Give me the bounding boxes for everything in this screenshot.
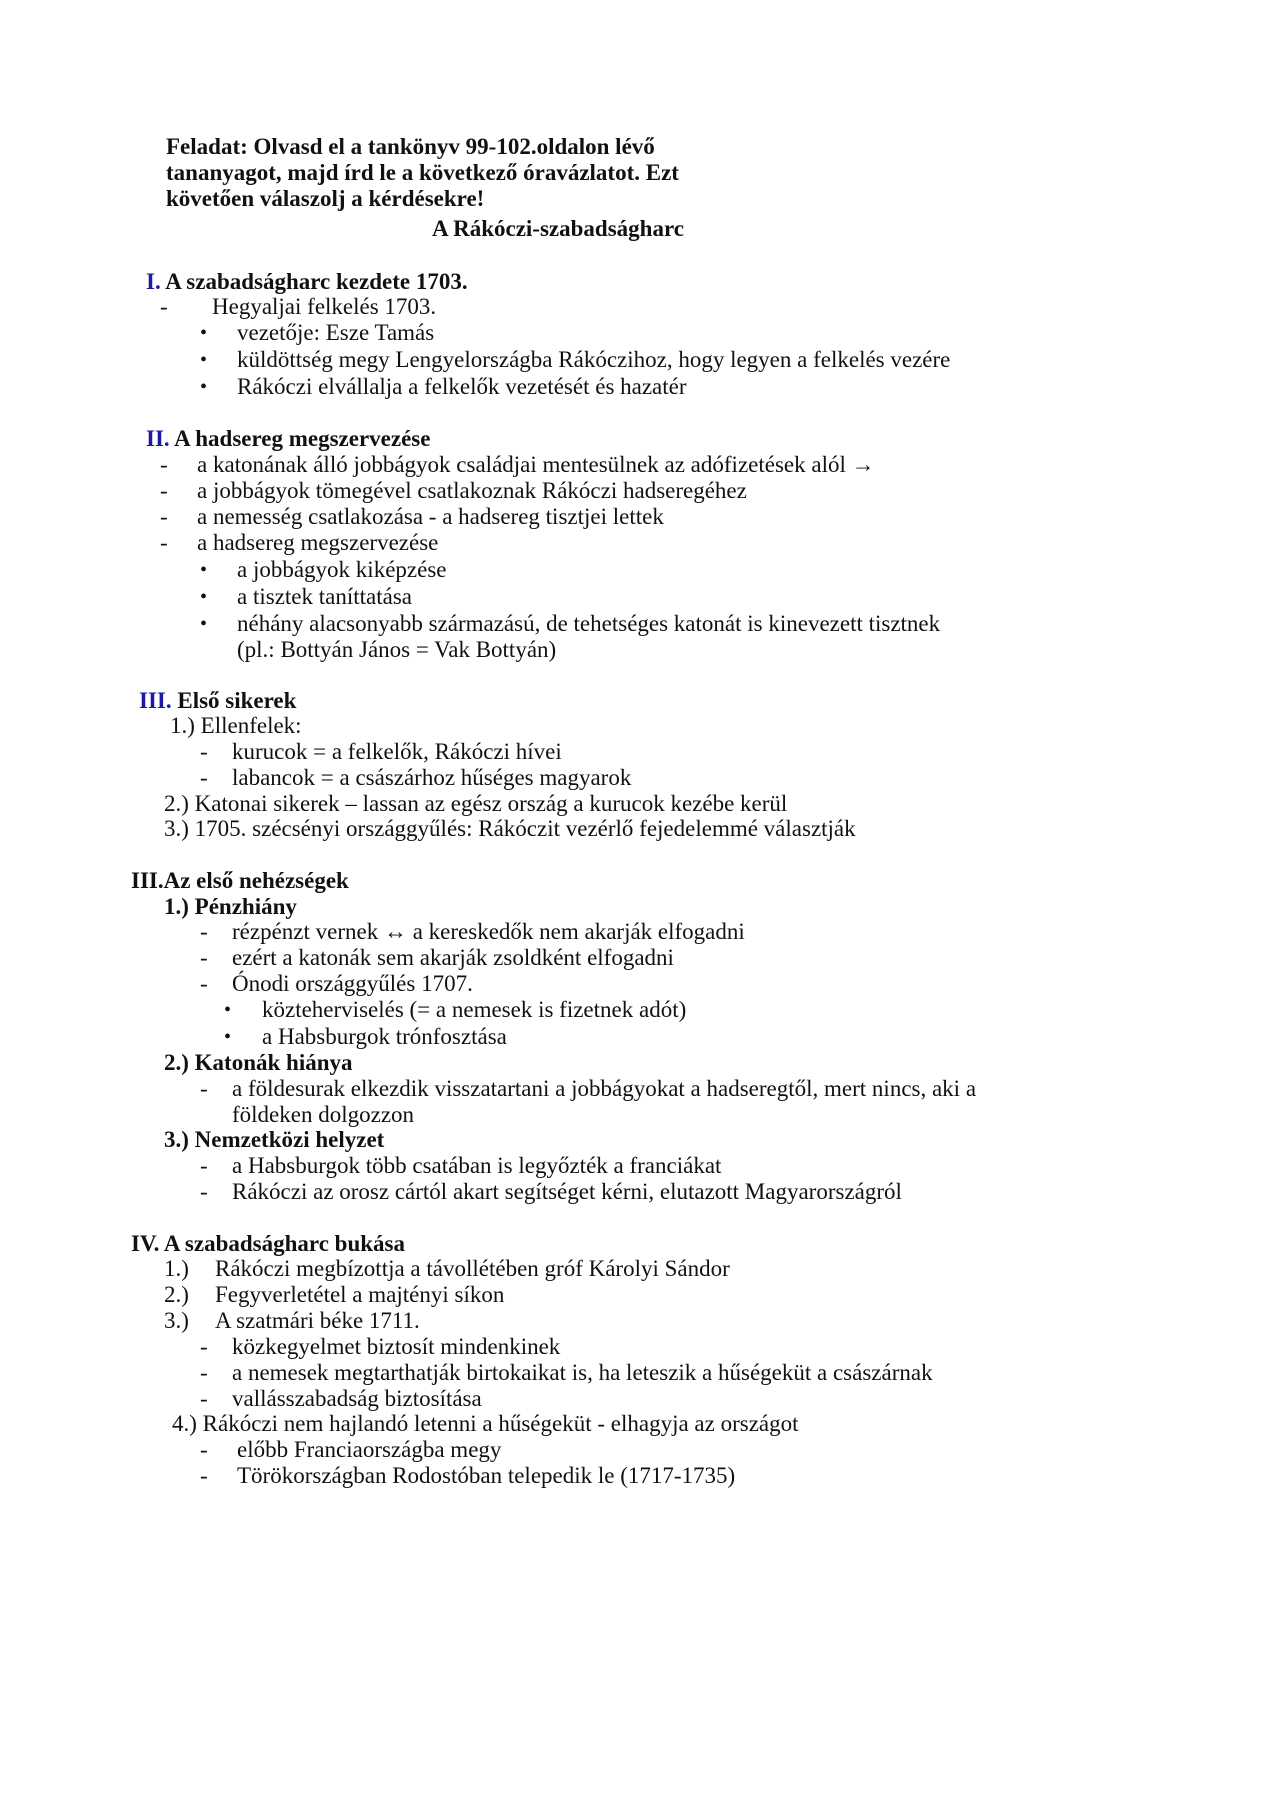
numbered-item: Fegyverletétel a majtényi síkon — [215, 1282, 505, 1307]
list-item: küldöttség megy Lengyelországba Rákóczihoz, hogy legyen a felkelés vezére — [237, 347, 951, 372]
bullet-marker: • — [224, 1026, 232, 1048]
numbered-item: 3.) 1705. szécsényi országgyűlés: Rákóczit vezérlő fejedelemmé választják — [164, 816, 856, 841]
list-item: közkegyelmet biztosít mindenkinek — [232, 1334, 561, 1359]
task-line-2: tananyagot, majd írd le a következő óravázlatot. Ezt — [166, 160, 679, 185]
list-item: közteherviselés (= a nemesek is fizetnek adót) — [262, 997, 687, 1022]
dash-marker: - — [200, 1463, 208, 1488]
list-item-continuation: földeken dolgozzon — [232, 1102, 415, 1127]
dash-marker: - — [200, 739, 208, 764]
dash-marker: - — [200, 1334, 208, 1359]
list-item: Törökországban Rodostóban telepedik le (1717-1735) — [237, 1463, 736, 1488]
dash-marker: - — [200, 1076, 208, 1101]
list-item: vallásszabadság biztosítása — [232, 1386, 482, 1411]
list-item: a katonának álló jobbágyok családjai mentesülnek az adófizetések alól → — [197, 452, 875, 477]
dash-marker: - — [160, 294, 168, 319]
section-3-title: Első sikerek — [177, 688, 297, 713]
list-item: a hadsereg megszervezése — [197, 530, 439, 555]
dash-marker: - — [200, 765, 208, 790]
dash-marker: - — [200, 1386, 208, 1411]
list-item: a nemesség csatlakozása - a hadsereg tisztjei lettek — [197, 504, 664, 529]
section-4-heading — [131, 867, 349, 895]
item-number: 3.) — [164, 1308, 189, 1333]
list-item: labancok = a császárhoz hűséges magyarok — [232, 765, 632, 790]
dash-marker: - — [160, 478, 168, 503]
section-1-number: I. — [146, 269, 161, 294]
numbered-item: 2.) Katonai sikerek – lassan az egész ország a kurucok kezébe kerül — [164, 791, 788, 816]
list-item: Ónodi országgyűlés 1707. — [232, 971, 473, 996]
numbered-item: A szatmári béke 1711. — [215, 1308, 420, 1333]
dash-marker: - — [160, 530, 168, 555]
bullet-marker: • — [200, 613, 208, 635]
list-item: a földesurak elkezdik visszatartani a jobbágyokat a hadseregtől, mert nincs, aki a — [232, 1076, 977, 1101]
section-4-title: Az első nehézségek — [163, 868, 349, 893]
bullet-marker: • — [200, 376, 208, 398]
task-line-3: követően válaszolj a kérdésekre! — [166, 186, 485, 211]
list-item: a jobbágyok kiképzése — [237, 557, 447, 582]
subheading: 3.) Nemzetközi helyzet — [164, 1127, 385, 1152]
list-item: a nemesek megtarthatják birtokaikat is, ha leteszik a hűségeküt a császárnak — [232, 1360, 933, 1385]
dash-marker: - — [200, 1153, 208, 1178]
list-item: vezetője: Esze Tamás — [237, 320, 435, 345]
bullet-marker: • — [200, 586, 208, 608]
list-item: kurucok = a felkelők, Rákóczi hívei — [232, 739, 562, 764]
section-3-number: III. — [139, 688, 172, 713]
list-item: a Habsburgok trónfosztása — [262, 1024, 507, 1049]
section-4-number: III. — [131, 868, 164, 893]
section-1-title: A szabadságharc kezdete 1703. — [165, 269, 468, 294]
dash-marker: - — [200, 1179, 208, 1204]
dash-marker: - — [160, 452, 168, 477]
dash-marker: - — [200, 945, 208, 970]
numbered-item: 1.) Ellenfelek: — [170, 713, 302, 738]
section-5-heading: IV. A szabadságharc bukása — [131, 1231, 405, 1256]
list-item: előbb Franciaországba megy — [237, 1437, 502, 1462]
section-3-heading — [139, 687, 296, 715]
list-item: Rákóczi elvállalja a felkelők vezetését és hazatér — [237, 374, 687, 399]
dash-marker: - — [200, 971, 208, 996]
list-item-continuation: (pl.: Bottyán János = Vak Bottyán) — [237, 637, 557, 662]
section-2-number: II. — [146, 426, 170, 451]
list-item: a Habsburgok több csatában is legyőzték a franciákat — [232, 1153, 722, 1178]
bullet-marker: • — [200, 559, 208, 581]
task-line-1: Feladat: Olvasd el a tankönyv 99-102.oldalon lévő — [166, 134, 655, 159]
list-item: rézpénzt vernek ↔ a kereskedők nem akarják elfogadni — [232, 919, 745, 944]
list-item: Rákóczi az orosz cártól akart segítséget kérni, elutazott Magyarországról — [232, 1179, 902, 1204]
section-1-sub: Hegyaljai felkelés 1703. — [212, 294, 437, 319]
list-item: ezért a katonák sem akarják zsoldként elfogadni — [232, 945, 674, 970]
bullet-marker: • — [200, 322, 208, 344]
bullet-marker: • — [224, 999, 232, 1021]
document-title: A Rákóczi-szabadságharc — [432, 216, 684, 241]
subheading: 1.) Pénzhiány — [164, 894, 297, 919]
numbered-item: Rákóczi megbízottja a távollétében gróf Károlyi Sándor — [215, 1256, 730, 1281]
item-number: 1.) — [164, 1256, 189, 1281]
item-number: 2.) — [164, 1282, 189, 1307]
section-2-heading — [146, 425, 430, 453]
dash-marker: - — [160, 504, 168, 529]
list-item: a jobbágyok tömegével csatlakoznak Rákóczi hadseregéhez — [197, 478, 747, 503]
bullet-marker: • — [200, 349, 208, 371]
numbered-item: 4.) Rákóczi nem hajlandó letenni a hűségeküt - elhagyja az országot — [172, 1411, 799, 1436]
section-1-heading — [146, 268, 468, 296]
dash-marker: - — [200, 919, 208, 944]
list-item: néhány alacsonyabb származású, de tehetséges katonát is kinevezett tisztnek — [237, 611, 941, 636]
subheading: 2.) Katonák hiánya — [164, 1050, 353, 1075]
dash-marker: - — [200, 1360, 208, 1385]
list-item: a tisztek taníttatása — [237, 584, 412, 609]
dash-marker: - — [200, 1437, 208, 1462]
section-2-title: A hadsereg megszervezése — [174, 426, 431, 451]
